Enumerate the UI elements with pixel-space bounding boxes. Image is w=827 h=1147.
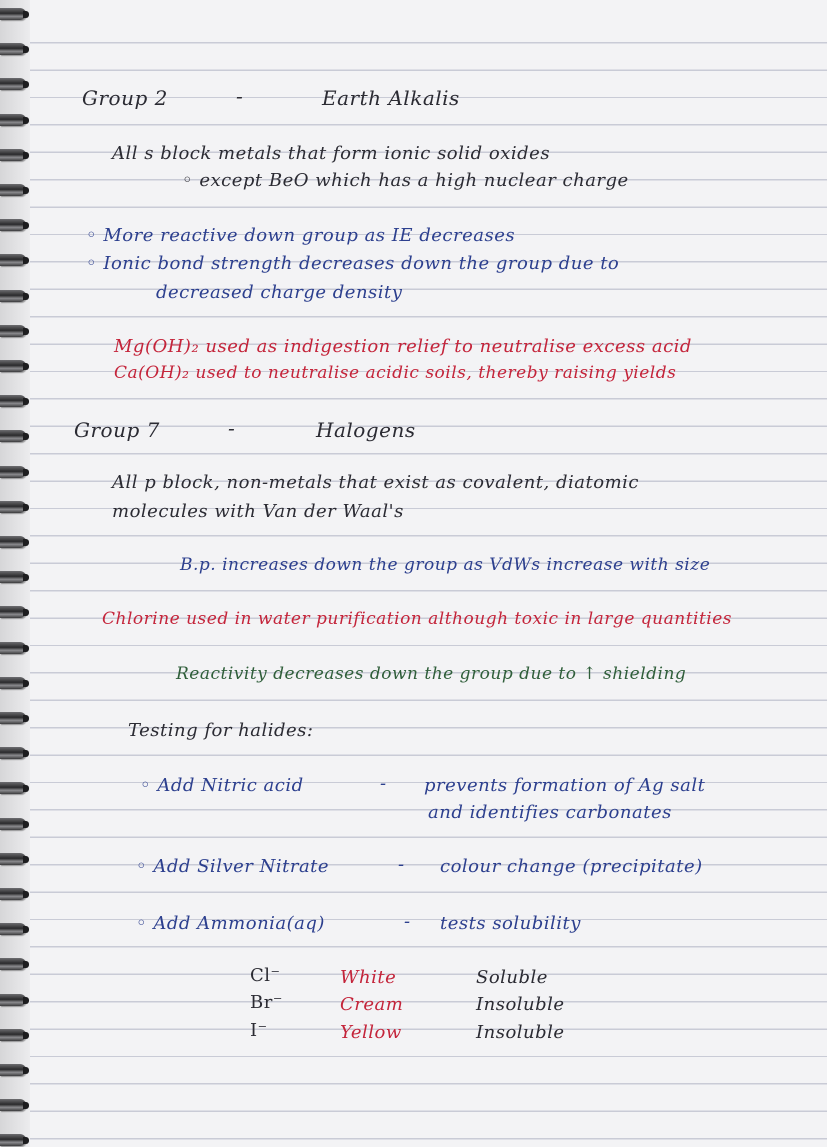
binding-ring [0, 219, 26, 231]
test-step-nitric-result-cont: and identifies carbonates [428, 802, 672, 823]
binding-ring [0, 78, 26, 90]
halide-ion-i: I⁻ [250, 1020, 268, 1041]
group7-heading-dash: - [228, 416, 236, 440]
binding-ring [0, 818, 26, 830]
binding-ring [0, 1029, 26, 1041]
group2-reactivity-note: ◦ More reactive down group as IE decreases [86, 225, 516, 246]
binding-ring [0, 712, 26, 724]
binding-ring [0, 853, 26, 865]
binding-ring [0, 360, 26, 372]
test-step-ammonia-result: tests solubility [440, 913, 581, 934]
group2-description: All s block metals that form ionic solid oxides [112, 143, 551, 164]
binding-ring [0, 1064, 26, 1076]
group2-heading-dash: - [236, 84, 244, 108]
binding-ring [0, 536, 26, 548]
group2-heading: Group 2 [82, 86, 168, 110]
testing-heading: Testing for halides: [128, 720, 314, 741]
group7-chlorine-use: Chlorine used in water purification although toxic in large quantities [102, 609, 733, 629]
binding-ring [0, 43, 26, 55]
binding-ring [0, 290, 26, 302]
group7-reactivity-note: Reactivity decreases down the group due to ↑ shielding [176, 664, 687, 684]
binding-ring [0, 606, 26, 618]
binding-ring [0, 466, 26, 478]
binding-ring [0, 958, 26, 970]
test-step-silver-result: colour change (precipitate) [440, 856, 703, 877]
group2-ionic-note: ◦ Ionic bond strength decreases down the group due to [86, 253, 620, 274]
binding-ring [0, 923, 26, 935]
binding-ring [0, 994, 26, 1006]
binding-ring [0, 1099, 26, 1111]
group2-ionic-note-cont: decreased charge density [156, 282, 403, 303]
binding-ring [0, 114, 26, 126]
halide-colour-i: Yellow [340, 1022, 402, 1043]
test-step-nitric-dash: - [380, 773, 387, 794]
binding-ring [0, 747, 26, 759]
binding-ring [0, 782, 26, 794]
group2-use-mg: Mg(OH)₂ used as indigestion relief to neutralise excess acid [114, 336, 692, 357]
halide-solubility-i: Insoluble [476, 1022, 565, 1043]
halide-colour-cl: White [340, 967, 397, 988]
binding-ring [0, 677, 26, 689]
binding-ring [0, 254, 26, 266]
group2-use-ca: Ca(OH)₂ used to neutralise acidic soils, thereby raising yields [114, 363, 677, 383]
binding-ring [0, 571, 26, 583]
binding-ring [0, 395, 26, 407]
test-step-nitric-action: ◦ Add Nitric acid [140, 775, 304, 796]
binding-ring [0, 501, 26, 513]
test-step-ammonia-dash: - [404, 911, 411, 932]
group2-heading-name: Earth Alkalis [322, 86, 460, 110]
test-step-ammonia-action: ◦ Add Ammonia(aq) [136, 913, 325, 934]
group7-heading-name: Halogens [316, 418, 416, 442]
halide-ion-cl: Cl⁻ [250, 965, 281, 986]
binding-ring [0, 184, 26, 196]
binding-ring [0, 1134, 26, 1146]
group2-exception: ◦ except BeO which has a high nuclear charge [182, 170, 629, 191]
group7-description-cont: molecules with Van der Waal's [112, 501, 404, 522]
binding-ring [0, 642, 26, 654]
binding-ring [0, 888, 26, 900]
group7-heading: Group 7 [74, 418, 160, 442]
halide-solubility-cl: Soluble [476, 967, 548, 988]
test-step-nitric-result: prevents formation of Ag salt [424, 775, 706, 796]
binding-ring [0, 8, 26, 20]
halide-solubility-br: Insoluble [476, 994, 565, 1015]
binding-ring [0, 149, 26, 161]
binding-ring [0, 430, 26, 442]
test-step-silver-action: ◦ Add Silver Nitrate [136, 856, 330, 877]
group7-bp-note: B.p. increases down the group as VdWs increase with size [180, 555, 711, 575]
binding-ring [0, 325, 26, 337]
group7-description: All p block, non-metals that exist as covalent, diatomic [112, 472, 639, 493]
halide-colour-br: Cream [340, 994, 404, 1015]
halide-ion-br: Br⁻ [250, 992, 283, 1013]
test-step-silver-dash: - [398, 854, 405, 875]
